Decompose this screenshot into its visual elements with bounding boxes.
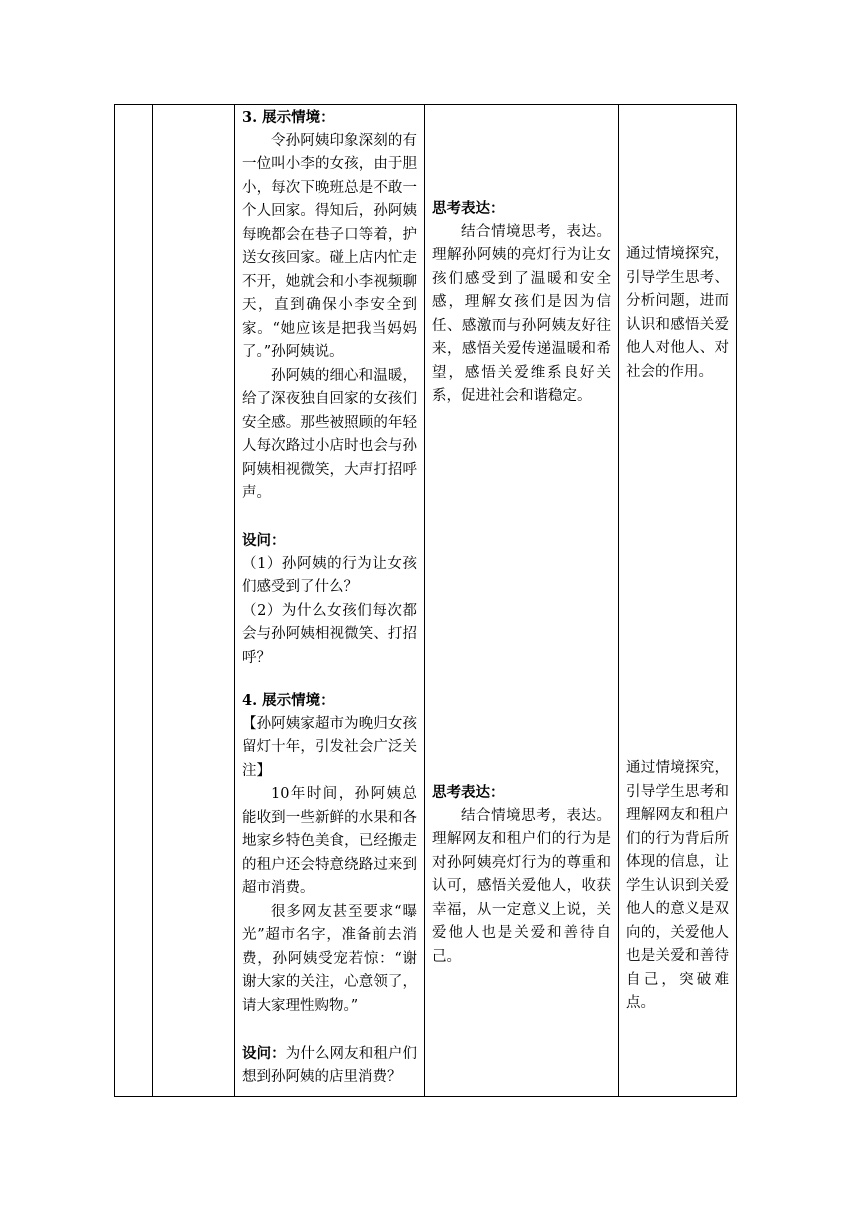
activity-4-question-heading: 设问： — [242, 1044, 286, 1062]
activity-4-student-text: 结合情境思考，表达。理解网友和租户们的行为是对孙阿姨亮灯行为的尊重和认可，感悟关爱他人，收获幸福，从一定意义上说，关爱他人也是关爱和善待自己。 — [432, 807, 611, 965]
activity-4-heading: 4. 展示情境： — [242, 692, 335, 709]
lesson-plan-table — [114, 104, 737, 1097]
activity-4-student-heading: 思考表达： — [432, 784, 505, 801]
activity-3-paragraph-1: 令孙阿姨印象深刻的有一位叫小李的女孩，由于胆小，每次下晚班总是不敢一个人回家。得知后，孙阿姨每晚都会在巷子口等着，护送女孩回家。碰上店内忙走不开，她就会和小李视频聊天，直到确保小李安全到家。“她应该是把我当妈妈了。”孙阿姨说。 — [242, 132, 417, 360]
activity-3-student-text: 结合情境思考，表达。理解孙阿姨的亮灯行为让女孩们感受到了温暖和安全感，理解女孩们是因为信任、感激而与孙阿姨友好往来，感悟关爱传递温暖和希望，感悟关爱维系良好关系，促进社会和谐稳定。 — [432, 223, 611, 404]
activity-4-paragraph-2: 很多网友甚至要求“曝光”超市名字，准备前去消费，孙阿姨受宠若惊：“谢谢大家的关注，心意领了，请大家理性购物。” — [242, 903, 417, 1014]
activity-4-student — [432, 781, 611, 969]
activity-4-question — [242, 1042, 417, 1090]
activity-4-paragraph-1: 10年时间，孙阿姨总能收到一些新鲜的水果和各地家乡特色美食，已经搬走的租户还会特意绕路过来到超市消费。 — [242, 786, 417, 896]
activity-3-scenario — [242, 106, 417, 670]
activity-3-intent-text: 通过情境探究，引导学生思考、分析问题，进而认识和感悟关爱他人对他人、对社会的作用。 — [626, 246, 729, 380]
activity-4-intent-text: 通过情境探究，引导学生思考和理解网友和租户们的行为背后所体现的信息，让学生认识到关爱他人的意义是双向的，关爱他人也是关爱和善待自己，突破难点。 — [626, 760, 729, 1011]
activity-3-heading: 3. 展示情境： — [242, 109, 335, 126]
blank-column-2 — [153, 105, 235, 1097]
activity-3-question-2: （2）为什么女孩们每次都会与孙阿姨相视微笑、打招呼？ — [242, 602, 417, 666]
design-intent-column — [619, 105, 737, 1097]
teacher-activity-column — [235, 105, 425, 1097]
activity-4-scenario — [242, 689, 417, 1090]
table-row — [115, 105, 737, 1097]
student-activity-column — [425, 105, 619, 1097]
activity-3-question-heading: 设问： — [242, 532, 286, 549]
activity-3-question-1: （1）孙阿姨的行为让女孩们感受到了什么？ — [242, 555, 417, 595]
activity-3-student — [432, 197, 611, 409]
activity-4-question-text: 为什么网友和租户们想到孙阿姨的店里消费？ — [242, 1045, 418, 1085]
activity-3-intent — [626, 243, 729, 384]
activity-4-title: 【孙阿姨家超市为晚归女孩留灯十年，引发社会广泛关注】 — [242, 715, 417, 779]
activity-4-intent — [626, 757, 729, 1016]
blank-column-1 — [115, 105, 153, 1097]
activity-3-student-heading: 思考表达： — [432, 200, 505, 217]
activity-3-paragraph-2: 孙阿姨的细心和温暖，给了深夜独自回家的女孩们安全感。那些被照顾的年轻人每次路过小店时也会与孙阿姨相视微笑，大声打招呼声。 — [242, 367, 417, 501]
